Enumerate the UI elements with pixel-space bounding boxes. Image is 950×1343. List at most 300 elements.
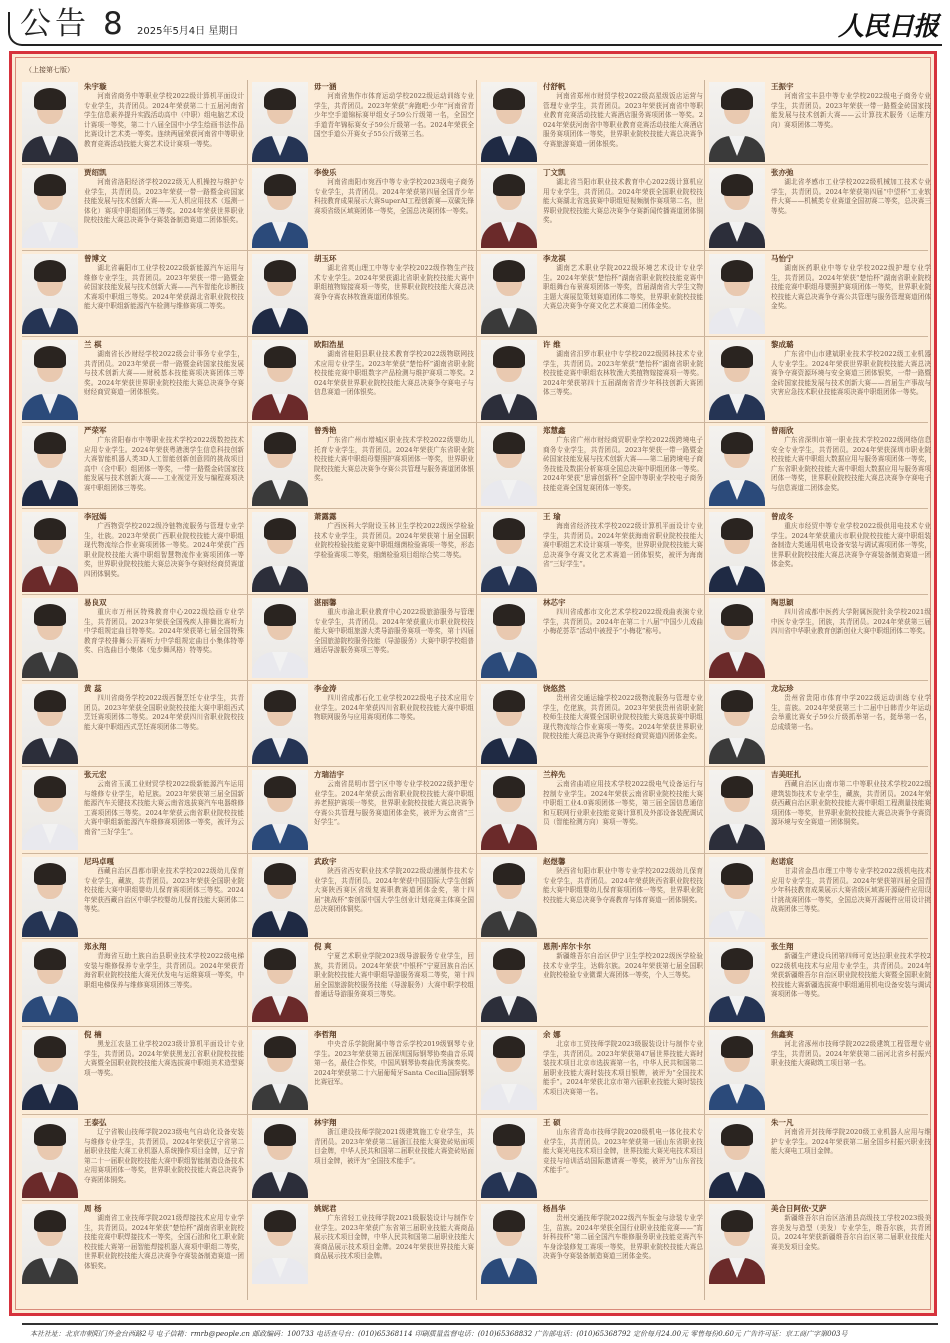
honoree-card	[707, 424, 933, 508]
honoree-bio: 湖南艺术职业学院2022级环境艺术设计专业学生。2024年荣获“楚怡杯”湖南省职业院校技能竞赛中职组舞台布景赛项团体一等奖，首届湖南省大学生文物主题大赛展览策划赛道团体二等奖，世界职业院校技能大赛总决赛争夺赛文化艺术赛道二团体金奖。	[543, 264, 703, 311]
portrait-hair	[493, 346, 525, 368]
honoree-card	[479, 166, 705, 250]
honoree-bio: 云南省玉溪工业财贸学校2022级新能源汽车运用与维修专业学生，哈尼族。2023年荣获第三届全国新能源汽车关键技术技能大赛云南省选拔赛汽车电器维修工赛项团体三等奖。2024年荣获云南省职业院校技能大赛中职组新能源汽车维修赛项团体一等奖，被评为云南省“三好学生”。	[84, 780, 244, 836]
portrait-hair	[264, 88, 296, 110]
honoree-name: 曾成冬	[771, 512, 794, 521]
honoree-info	[314, 80, 474, 140]
honoree-info	[543, 855, 703, 905]
honoree-name: 方瑞洁宇	[314, 770, 344, 779]
honoree-card	[250, 768, 476, 852]
honoree-info	[771, 1028, 931, 1069]
portrait-photo	[22, 684, 78, 764]
honoree-name: 饶悠然	[543, 684, 566, 693]
portrait-photo	[22, 1030, 78, 1110]
portrait-hair	[34, 432, 66, 454]
honoree-info	[314, 1116, 474, 1166]
honoree-bio: 云南省昆明市晋宁区中等专业学校2022级护理专业学生。2024年荣获云南省职业院校技能大赛中职组养老照护赛项一等奖，世界职业院校技能大赛总决赛争夺赛公共管理与服务赛道团体金奖，被评为云南省“三好学生”。	[314, 780, 474, 827]
honoree-info	[84, 1116, 244, 1186]
honoree-info	[84, 1202, 244, 1272]
honoree-name: 武政宇	[314, 857, 337, 866]
honoree-info	[543, 768, 703, 828]
honoree-name: 许 维	[543, 340, 561, 349]
honoree-card	[479, 768, 705, 852]
honoree-info	[314, 855, 474, 915]
portrait-photo	[22, 426, 78, 506]
newspaper-logo: 人民日报	[837, 12, 938, 42]
honoree-card	[707, 338, 933, 422]
honoree-card	[707, 1028, 933, 1112]
honoree-info	[314, 768, 474, 828]
portrait-hair	[264, 518, 296, 540]
portrait-hair	[493, 260, 525, 282]
honoree-card	[479, 940, 705, 1024]
portrait-hair	[493, 1124, 525, 1146]
honoree-name: 王 瑜	[543, 512, 561, 521]
row-divider	[22, 508, 928, 509]
honoree-name: 付舒帆	[543, 82, 566, 91]
honoree-name: 赵煜馨	[543, 857, 566, 866]
honoree-name: 王 硕	[543, 1118, 561, 1127]
portrait-photo	[252, 598, 308, 678]
portrait-photo	[709, 512, 765, 592]
portrait-hair	[34, 88, 66, 110]
portrait-photo	[709, 168, 765, 248]
portrait-photo	[481, 684, 537, 764]
portrait-photo	[709, 942, 765, 1022]
honoree-bio: 河南省郑州市财贸学校2022级高星级饭店运营与管理专业学生，共青团员。2023年荣获河南省中等职业教育竞赛活动技能大赛酒店服务赛项团体一等奖。2024年荣获河南省中等职业教育竞赛活动技能大赛酒店服务赛项团体一等奖，世界职业院校技能大赛总决赛争夺赛旅游赛道一团体银奖。	[543, 92, 703, 148]
honoree-info	[84, 80, 244, 150]
honoree-name: 贾绍凯	[84, 168, 107, 177]
portrait-photo	[22, 857, 78, 937]
honoree-card	[250, 1116, 476, 1200]
portrait-photo	[252, 770, 308, 850]
honoree-bio: 贵州省贵阳市体育中学2022级运动训练专业学生，苗族。2024年荣获第三十二届中日韩青少年运动会举重比赛女子59公斤级抓举第一名，挺举第一名，总成绩第一名。	[771, 694, 931, 731]
honoree-name: 龙坛珍	[771, 684, 794, 693]
portrait-photo	[252, 857, 308, 937]
honoree-info	[771, 682, 931, 732]
honoree-card	[707, 1116, 933, 1200]
honoree-bio: 西藏自治区山南市第二中等职业技术学校2022级建筑装饰技术专业学生，藏族，共青团员。2024年荣获西藏自治区职业院校技能大赛中职组工程测量技能赛项团体一等奖，世界职业院校技能大赛总决赛争夺赛资源环境与安全赛道一团体铜奖。	[771, 780, 931, 827]
honoree-name: 陶思颖	[771, 598, 794, 607]
portrait-photo	[252, 426, 308, 506]
honoree-info	[314, 682, 474, 723]
honoree-card	[707, 510, 933, 594]
portrait-photo	[481, 512, 537, 592]
portrait-hair	[264, 604, 296, 626]
portrait-hair	[721, 948, 753, 970]
honoree-name: 马怡宁	[771, 254, 794, 263]
honoree-name: 姚妮君	[314, 1204, 337, 1213]
portrait-photo	[252, 340, 308, 420]
portrait-photo	[252, 1204, 308, 1284]
honoree-bio: 重庆市渝北职业教育中心2022级旅游服务与管理专业学生，共青团员。2024年荣获重庆市职业院校技能大赛中职组旅游大类导游服务赛项一等奖，第十四届全国旅游院校服务技能（导游服务）大赛中职学校组普通话导游服务赛项三等奖。	[314, 608, 474, 655]
portrait-photo	[22, 1118, 78, 1198]
portrait-hair	[34, 1036, 66, 1058]
portrait-hair	[264, 432, 296, 454]
portrait-hair	[721, 690, 753, 712]
portrait-photo	[22, 254, 78, 334]
honoree-info	[314, 166, 474, 216]
portrait-hair	[721, 346, 753, 368]
portrait-hair	[34, 260, 66, 282]
honoree-info	[84, 252, 244, 312]
portrait-hair	[34, 346, 66, 368]
honoree-info	[543, 338, 703, 398]
honoree-bio: 贵州交通技师学院2022级汽车钣金与涂装专业学生，苗族。2024年荣获全国行业职业技能竞赛——“宵轩科技杯”第二届全国汽车维修服务职业技能竞赛汽车车身涂装修复工赛项一等奖，世界职业院校技能大赛总决赛争夺赛装备制造赛道三团体金奖。	[543, 1214, 703, 1261]
honoree-info	[314, 424, 474, 484]
honoree-bio: 河南省南阳市宛西中等专业学校2023级电子商务专业学生，共青团员。2024年荣获第四届全国青少年科技教育成果展示大赛SuperAI工程创新赛—双碳先锋赛项省级区域赛团体一等奖，全国总决赛团体一等奖。	[314, 178, 474, 215]
honoree-card	[707, 252, 933, 336]
portrait-photo	[22, 598, 78, 678]
honoree-name: 朱宇璇	[84, 82, 107, 91]
portrait-hair	[721, 432, 753, 454]
portrait-hair	[264, 776, 296, 798]
portrait-hair	[34, 518, 66, 540]
honoree-name: 林宇翔	[314, 1118, 337, 1127]
portrait-photo	[252, 684, 308, 764]
portrait-hair	[264, 174, 296, 196]
honoree-info	[771, 166, 931, 216]
portrait-photo	[481, 82, 537, 162]
column-divider	[247, 80, 248, 1300]
honoree-bio: 四川省商务学校2022级西餐烹饪专业学生，共青团员。2023年荣获全国职业院校技能大赛中职组西式烹饪赛项团体二等奖。2024年荣获四川省职业院校技能大赛中职组西式烹饪赛项团体二等奖。	[84, 694, 244, 731]
honoree-info	[543, 510, 703, 570]
issue-date: 2025年5月4日 星期日	[137, 26, 239, 37]
honoree-info	[543, 1028, 703, 1098]
honoree-name: 吉美旺扎	[771, 770, 801, 779]
honoree-bio: 甘肃省金昌市理工中等专业学校2022级机电技术应用专业学生，共青团员。2024年荣获第四届全国青少年科技教育成果展示大赛省级区域赛开源硬件应用设计挑战赛团体一等奖，全国总决赛开源硬件应用设计挑战赛团体三等奖。	[771, 867, 931, 914]
honoree-bio: 浙江建设技师学院2021级建筑施工专业学生，共青团员。2023年荣获第二届浙江技能大赛瓷砖贴面项目金牌，中华人民共和国第二届职业技能大赛瓷砖贴面项目金牌，被评为“全国技术能手”。	[314, 1128, 474, 1165]
honoree-card	[20, 80, 246, 164]
portrait-hair	[493, 604, 525, 626]
honoree-card	[707, 855, 933, 939]
continued-note: （上接第七版）	[25, 66, 74, 74]
honoree-card	[250, 855, 476, 939]
honoree-info	[771, 1202, 931, 1252]
honoree-bio: 湖南医药职业中等专业学校2022级护理专业学生，共青团员。2024年荣获“楚怡杯”湖南省职业院校技能竞赛中职组母婴照护赛项团体一等奖，世界职业院校技能大赛总决赛争夺赛公共管理与服务管理赛道团体金奖。	[771, 264, 931, 311]
portrait-hair	[493, 88, 525, 110]
honoree-card	[250, 682, 476, 766]
honoree-name: 张元宏	[84, 770, 107, 779]
honoree-card	[250, 510, 476, 594]
honoree-info	[771, 510, 931, 570]
honoree-name: 余 娜	[543, 1030, 561, 1039]
honoree-info	[543, 596, 703, 637]
honoree-name: 丁文凯	[543, 168, 566, 177]
portrait-hair	[493, 518, 525, 540]
masthead-rule	[22, 44, 942, 46]
portrait-hair	[721, 604, 753, 626]
portrait-photo	[481, 942, 537, 1022]
honoree-bio: 新疆生产建设兵团第四师可克达拉职业技术学校2022级机电技术与应用专业学生，共青团员。2024年荣获新疆维吾尔自治区职业院校技能大赛暨全国职业院校技能大赛新疆选拔赛中职组通用机电设备安装与调试赛项团体一等奖。	[771, 952, 931, 999]
row-divider	[22, 1200, 928, 1201]
portrait-photo	[22, 942, 78, 1022]
honoree-name: 曾博文	[84, 254, 107, 263]
portrait-hair	[721, 1124, 753, 1146]
portrait-photo	[252, 1030, 308, 1110]
honoree-card	[20, 1028, 246, 1112]
honoree-name: 李冠嫣	[84, 512, 107, 521]
portrait-photo	[481, 168, 537, 248]
honoree-name: 李龙祺	[543, 254, 566, 263]
honoree-bio: 北京市工贸技师学院2023级服装设计与制作专业学生，共青团员。2023年荣获第47届世界技能大赛时装技术项目北京市选拔赛第一名，中华人民共和国第二届职业技能大赛时装技术项目银牌，被评为“全国技术能手”。2024年荣获北京市第六届职业技能大赛时装技术项目决赛第一名。	[543, 1040, 703, 1096]
portrait-photo	[252, 1118, 308, 1198]
honoree-card	[707, 80, 933, 164]
honoree-name: 萧露露	[314, 512, 337, 521]
portrait-hair	[264, 1210, 296, 1232]
honoree-bio: 广东省阳春市中等职业技术学校2022级数控技术应用专业学生。2024年荣获粤港澳学生信息科技创新大赛智能机器人类3D人工智能创新创意园的挑战项目高中（含中职）组团体一等奖，一带一路暨金砖国家技能发展与技术创新大赛——工业视觉开发与编程赛项决赛中职组团体三等奖。	[84, 436, 244, 492]
honoree-card	[479, 338, 705, 422]
honoree-bio: 陕西省旬阳市职业中等专业学校2022级幼儿保育专业学生，共青团员。2024年荣获陕西省职业院校技能大赛中职组婴幼儿保育赛项团体一等奖，世界职业院校技能大赛总决赛争夺赛教育与体育赛道一团体铜奖。	[543, 867, 703, 904]
honoree-info	[771, 338, 931, 398]
honoree-bio: 四川省成都石化工业学校2022级电子技术应用专业学生。2024年荣获四川省职业院校技能大赛中职组物联网服务与应用赛项团体二等奖。	[314, 694, 474, 722]
honoree-card	[250, 940, 476, 1024]
honoree-bio: 广西医科大学附设玉林卫生学校2022级医学检验技术专业学生，共青团员。2024年荣获第十届全国职业院校检验技能竞赛中职组细菌检验赛项一等奖，形态学检验赛项二等奖，细菌检验项目组综合奖二等奖。	[314, 522, 474, 559]
portrait-photo	[22, 82, 78, 162]
row-divider	[22, 853, 928, 854]
portrait-hair	[264, 260, 296, 282]
portrait-hair	[721, 174, 753, 196]
portrait-hair	[721, 863, 753, 885]
honoree-card	[20, 510, 246, 594]
portrait-hair	[493, 1210, 525, 1232]
row-divider	[22, 766, 928, 767]
portrait-photo	[709, 254, 765, 334]
honoree-name: 严荣军	[84, 426, 107, 435]
honoree-bio: 海南省经济技术学校2022级计算机平面设计专业学生，共青团员。2024年荣获海南省职业院校技能大赛中职组艺术设计赛项一等奖，世界职业院校技能大赛总决赛争夺赛文化艺术赛道一团体银奖，被评为海南省“三好学生”。	[543, 522, 703, 569]
honoree-bio: 河南省洛阳经济学校2022级无人机操控与维护专业学生，共青团员。2023年荣获一带一路暨金砖国家技能发展与技术创新大赛——无人机应用技术（巡测一体化）赛项中职组团体三等奖。2024年荣获世界职业院校技能大赛总决赛争夺赛装备制造赛道二团体银奖。	[84, 178, 244, 225]
honoree-info	[543, 424, 703, 494]
honoree-info	[771, 855, 931, 915]
portrait-hair	[721, 1036, 753, 1058]
portrait-hair	[34, 776, 66, 798]
honoree-bio: 河南省商务中等职业学校2022级计算机平面设计专业学生，共青团员。2024年荣获第二十五届河南省学生信息素养提升实践活动高中（中职）组电脑艺术设计赛项一等奖，第二十八届全国中小学生绘画书法作品比赛设计艺术类一等奖。连续两届荣获河南省中等职业教育竞赛活动技能大赛艺术设计赛项一等奖。	[84, 92, 244, 148]
section-title: 公告	[20, 6, 90, 42]
honoree-info	[84, 166, 244, 226]
portrait-hair	[264, 863, 296, 885]
portrait-hair	[34, 863, 66, 885]
honoree-card	[20, 424, 246, 508]
row-divider	[22, 422, 928, 423]
honoree-bio: 河北省涿州市技师学院2022级建筑工程管理专业学生，共青团员。2024年荣获第二届河北省乡村振兴职业技能大赛砌筑工项目第一名。	[771, 1040, 931, 1068]
honoree-name: 湛丽馨	[314, 598, 337, 607]
portrait-photo	[22, 168, 78, 248]
honoree-info	[314, 940, 474, 1000]
honoree-info	[543, 940, 703, 981]
honoree-info	[84, 596, 244, 656]
honoree-name: 兰梓先	[543, 770, 566, 779]
honoree-card	[20, 855, 246, 939]
honoree-bio: 新疆维吾尔自治区伊宁卫生学校2022级医学检验技术专业学生，达斡尔族。2024年荣获第七届全国职业院校检验专业微课大赛团体一等奖，个人三等奖。	[543, 952, 703, 980]
portrait-hair	[264, 948, 296, 970]
honoree-info	[543, 80, 703, 150]
honoree-bio: 湖南省桂阳县职业技术教育学校2022级物联网技术应用专业学生。2023年荣获“楚怡杯”湖南省职业院校技能竞赛中职组数字产品检测与维护赛项二等奖。2024年荣获世界职业院校技能大赛总决赛争夺赛电子与信息赛道一团体银奖。	[314, 350, 474, 397]
footer-imprint: 本社社址：北京市朝阳门外金台西路2号 电子信箱：rmrb@people.cn 邮政编码：100733 电话查号台：(010)65368114 印刷质量监督电话：(010)65368832 广告部电话：(010)65368792 定价每月24.00元 零售每份0.60元 广告许可证：京工商广字第003号	[30, 1330, 848, 1338]
honoree-info	[84, 424, 244, 494]
portrait-photo	[709, 857, 765, 937]
portrait-hair	[721, 88, 753, 110]
honoree-name: 朱一凡	[771, 1118, 794, 1127]
honoree-bio: 陕西省西安职业技术学院2022级动漫制作技术专业学生，共青团员。2024年荣获中国国际大学生创新大赛陕西赛区省级复赛职教赛道团体金奖，第十四届“挑战杯”秦创原中国大学生创业计划竞赛主体赛全国总决赛团体铜奖。	[314, 867, 474, 914]
row-divider	[22, 1114, 928, 1115]
honoree-bio: 湖南省工业技师学院2021级焊接技术应用专业学生，共青团员。2024年荣获“楚怡杯”湖南省职业院校技能竞赛中职焊接技术一等奖，全国石油和化工职业院校技能大赛第一届智能焊接机器人赛项中职组二等奖，世界职业院校技能大赛总决赛争夺赛装备制造赛道一团体银奖。	[84, 1214, 244, 1270]
honoree-card	[250, 596, 476, 680]
honoree-name: 美合日阿依·艾萨	[771, 1204, 827, 1213]
portrait-photo	[709, 1204, 765, 1284]
honoree-bio: 河南省焦作市体育运动学校2022级运动训练专业学生，共青团员。2023年荣获“奔跑吧·少年”河南省青少年空手道锦标赛甲组女子59公斤级第一名，全国空手道青年锦标赛女子59公斤级第一名。2024年荣获全国空手道公开赛女子55公斤级第三名。	[314, 92, 474, 139]
column-divider	[476, 80, 477, 1300]
honoree-card	[479, 1202, 705, 1286]
honoree-card	[250, 252, 476, 336]
honoree-info	[543, 1202, 703, 1262]
honoree-bio: 青海省互助土族自治县职业技术学校2022级电梯安装与维修保养专业学生，共青团员。2024年荣获青海省职业院校技能大赛光伏发电与运维赛项一等奖，中职组电梯保养与维修赛项团体三等奖。	[84, 952, 244, 989]
honoree-card	[250, 1202, 476, 1286]
honoree-name: 张亦弛	[771, 168, 794, 177]
portrait-photo	[709, 1030, 765, 1110]
honoree-info	[84, 510, 244, 580]
honoree-info	[771, 252, 931, 312]
honoree-bio: 湖北省襄阳市工业学校2022级新能源汽车运用与维修专业学生，共青团员。2023年荣获一带一路暨金砖国家技能发展与技术创新大赛——汽车智能化诊断技术赛项中职组三等奖。2024年荣获湖北省职业院校技能大赛中职组新能源汽车检测与维修赛项二等奖。	[84, 264, 244, 311]
honoree-card	[250, 80, 476, 164]
honoree-bio: 宁夏艺术职业学院2023级导游服务专业学生，回族，共青团员。2024年荣获“中银杯”宁夏回族自治区职业院校技能大赛中职组导游服务赛项二等奖，第十四届全国旅游院校服务技能（导游服务）大赛中职学校组普通话导游服务赛项三等奖。	[314, 952, 474, 999]
portrait-photo	[481, 1204, 537, 1284]
honoree-bio: 河南省宝丰县中等专业学校2022级电子商务专业学生，共青团员。2023年荣获一带一路暨金砖国家技能发展与技术创新大赛——云计算技术服务（运维方向）赛项团体二等奖。	[771, 92, 931, 129]
honoree-info	[84, 682, 244, 732]
portrait-photo	[481, 340, 537, 420]
portrait-photo	[481, 770, 537, 850]
portrait-photo	[481, 254, 537, 334]
honoree-name: 倪 楠	[84, 1030, 102, 1039]
portrait-hair	[264, 346, 296, 368]
portrait-hair	[34, 1124, 66, 1146]
honoree-card	[20, 940, 246, 1024]
honoree-bio: 湖北省当阳市职业技术教育中心2022级计算机应用专业学生，共青团员。2024年荣获全国职业院校技能大赛湖北省选拔赛中职组短视频制作赛项第二名，世界职业院校技能大赛总决赛争夺赛新闻传播赛道团体铜奖。	[543, 178, 703, 225]
honoree-bio: 云南省曲靖应用技术学校2022级电气设备运行与控制专业学生。2024年荣获云南省职业院校技能大赛中职组工业4.0赛项团体一等奖，第三届全国信息通信和互联网行业职业技能竞赛计算机及外部设备装配调试员（智能检测方向）赛项一等奖。	[543, 780, 703, 827]
honoree-card	[20, 166, 246, 250]
portrait-photo	[481, 598, 537, 678]
honoree-bio: 四川省成都市文化艺术学校2022级戏曲表演专业学生，共青团员。2024年在第二十八届“中国少儿戏曲小梅花荟萃”活动中被授予“小梅花”称号。	[543, 608, 703, 636]
honoree-bio: 湖北省英山理工中等专业学校2022级作物生产技术专业学生。2024年荣获湖北省职业院校技能大赛中职组植物嫁接赛项一等奖，世界职业院校技能大赛总决赛争夺赛农林牧渔赛道团体银奖。	[314, 264, 474, 301]
honoree-card	[479, 80, 705, 164]
honoree-info	[543, 166, 703, 226]
footer-rule	[22, 1323, 938, 1325]
honoree-card	[250, 166, 476, 250]
portrait-hair	[721, 518, 753, 540]
honoree-card	[479, 682, 705, 766]
honoree-card	[20, 596, 246, 680]
honoree-name: 周 杨	[84, 1204, 102, 1213]
honoree-card	[250, 338, 476, 422]
portrait-photo	[709, 1118, 765, 1198]
row-divider	[22, 164, 928, 165]
honoree-card	[20, 338, 246, 422]
honoree-name: 李金涛	[314, 684, 337, 693]
row-divider	[22, 336, 928, 337]
honoree-bio: 辽宁省鞍山技师学院2023级电气自动化设备安装与维修专业学生，共青团员。2024年荣获辽宁省第二届职业技能大赛工业机器人系统操作项目金牌，辽宁省第二十一届职业院校技能大赛中职组智能制造设备技术应用赛项团体一等奖，世界职业院校技能大赛总决赛争夺赛团体铜奖。	[84, 1128, 244, 1184]
portrait-photo	[252, 254, 308, 334]
honoree-name: 易良双	[84, 598, 107, 607]
portrait-photo	[22, 1204, 78, 1284]
honoree-bio: 河南省开封技师学院2020级工业机器人应用与维护专业学生。2024年荣获第二届全国乡村振兴职业技能大赛电工项目金牌。	[771, 1128, 931, 1156]
honoree-bio: 广东省广州市财经商贸职业学校2022级跨境电子商务专业学生，共青团员。2023年荣获一带一路暨金砖国家技能发展与技术创新大赛——第二届跨境电子商务技能及数据分析赛项全国总决赛中职组团体一等奖。2024年荣获“思睿创新杯”全国中等职业学校电子商务技能竞赛全国复赛团体一等奖。	[543, 436, 703, 492]
honoree-name: 黄 蕊	[84, 684, 102, 693]
honoree-info	[84, 855, 244, 915]
honoree-info	[84, 768, 244, 838]
honoree-info	[314, 338, 474, 398]
honoree-bio: 湖南省汨罗市职业中专学校2022级园林技术专业学生，共青团员。2023年荣获“楚怡杯”湖南省职业院校技能竞赛中职组农林牧渔大类植物嫁接赛项一等奖。2024年荣获第四十五届湖南省青少年科技创新大赛团体三等奖。	[543, 350, 703, 397]
honoree-card	[479, 1028, 705, 1112]
portrait-hair	[493, 948, 525, 970]
portrait-hair	[493, 776, 525, 798]
honoree-info	[84, 940, 244, 990]
honoree-name: 王振宇	[771, 82, 794, 91]
portrait-hair	[493, 690, 525, 712]
honoree-card	[20, 1116, 246, 1200]
portrait-hair	[264, 1124, 296, 1146]
portrait-photo	[709, 82, 765, 162]
honoree-info	[314, 596, 474, 656]
portrait-photo	[709, 340, 765, 420]
portrait-photo	[481, 426, 537, 506]
honoree-card	[20, 252, 246, 336]
honoree-info	[771, 940, 931, 1000]
honoree-card	[707, 166, 933, 250]
honoree-name: 倪 爽	[314, 942, 332, 951]
portrait-photo	[709, 426, 765, 506]
portrait-hair	[721, 1210, 753, 1232]
honoree-info	[84, 338, 244, 398]
honoree-bio: 山东省青岛市技师学院2020级机电一体化技术专业学生，共青团员。2023年荣获第一届山东省职业技能大赛光电技术项目金牌，世界技能大赛光电技术项目竞技与培训活动国际邀请赛一等奖，被评为“山东省技术能手”。	[543, 1128, 703, 1175]
honoree-name: 欧阳浩星	[314, 340, 344, 349]
honoree-info	[543, 1116, 703, 1176]
honoree-card	[479, 510, 705, 594]
portrait-hair	[34, 174, 66, 196]
honoree-name: 郑慧鑫	[543, 426, 566, 435]
honoree-name: 李俊乐	[314, 168, 337, 177]
honoree-bio: 广东省中山市建斌职业技术学校2022级工业机器人专业学生。2024年荣获世界职业院校技能大赛总决赛争夺赛资源环境与安全赛道三团体银奖，一带一路暨金砖国家技能发展与技术创新大赛——首届生产事故与灾害应急技术职业技能赛项决赛中职组团体一等奖。	[771, 350, 931, 397]
portrait-hair	[493, 432, 525, 454]
portrait-photo	[709, 598, 765, 678]
portrait-hair	[34, 1210, 66, 1232]
honoree-card	[479, 424, 705, 508]
honoree-card	[707, 596, 933, 680]
page-number: 8	[103, 6, 123, 42]
honoree-info	[771, 80, 931, 130]
portrait-photo	[252, 512, 308, 592]
honoree-info	[84, 1028, 244, 1078]
honoree-name: 兰 棋	[84, 340, 102, 349]
row-divider	[22, 250, 928, 251]
honoree-card	[707, 768, 933, 852]
honoree-card	[20, 768, 246, 852]
honoree-name: 张生翔	[771, 942, 794, 951]
honoree-card	[479, 1116, 705, 1200]
honoree-info	[314, 510, 474, 560]
portrait-hair	[264, 690, 296, 712]
portrait-photo	[481, 857, 537, 937]
portrait-photo	[709, 684, 765, 764]
portrait-hair	[34, 604, 66, 626]
honoree-name: 胡玉环	[314, 254, 337, 263]
honoree-info	[543, 682, 703, 742]
portrait-photo	[22, 512, 78, 592]
portrait-hair	[493, 863, 525, 885]
honoree-bio: 黑龙江农垦工业学校2023级计算机平面设计专业学生，共青团员。2024年荣获黑龙江省职业院校技能大赛暨全国职业院校技能大赛选拔赛中职组美术造型赛项一等奖。	[84, 1040, 244, 1077]
portrait-hair	[34, 690, 66, 712]
honoree-info	[314, 1202, 474, 1262]
portrait-hair	[264, 1036, 296, 1058]
honoree-card	[707, 940, 933, 1024]
